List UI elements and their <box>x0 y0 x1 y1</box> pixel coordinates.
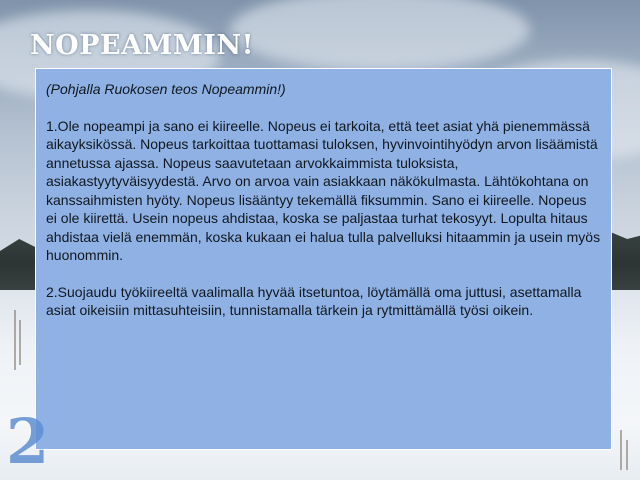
content-panel <box>35 68 612 450</box>
point-2: 2.Suojaudu työkiireeltä vaalimalla hyvää itsetuntoa, löytämällä oma juttusi, asettamalla asiat oikeisiin mittasuhteisiin, tunnistamalla tärkein ja rytmittämällä työsi oikein. <box>46 283 582 318</box>
point-1: 1.Ole nopeampi ja sano ei kiireelle. Nopeus ei tarkoita, että teet asiat yhä pienemmässä aikayksikössä. Nopeus tarkoittaa tuottamasi tuloksen, hyvinvointihyödyn arvon lisäämistä annetussa ajassa. Nopeus saavutetaan arvokkaimmista tuloksista, asiakastyytyväisyydestä. Arvo on arvoa vain asiakkaan näkökulmasta. Lähtökohtana on kanssaihmisten hyöty. Nopeus lisääntyy tekemällä fiksummin. Sano ei kiireelle. Nopeus ei ole kiirettä. Usein nopeus ahdistaa, koska se paljastaa turhat tekosyyt. Lopulta hitaus ahdistaa vielä enemmän, koska kukaan ei halua tulla palvelluksi hitaammin ja usein myös huonommin. <box>46 117 601 263</box>
slide-number: 2 <box>6 405 50 478</box>
intro-text: (Pohjalla Ruokosen teos Nopeammin!) <box>46 81 286 97</box>
slide-title: NOPEAMMIN! <box>30 30 254 61</box>
